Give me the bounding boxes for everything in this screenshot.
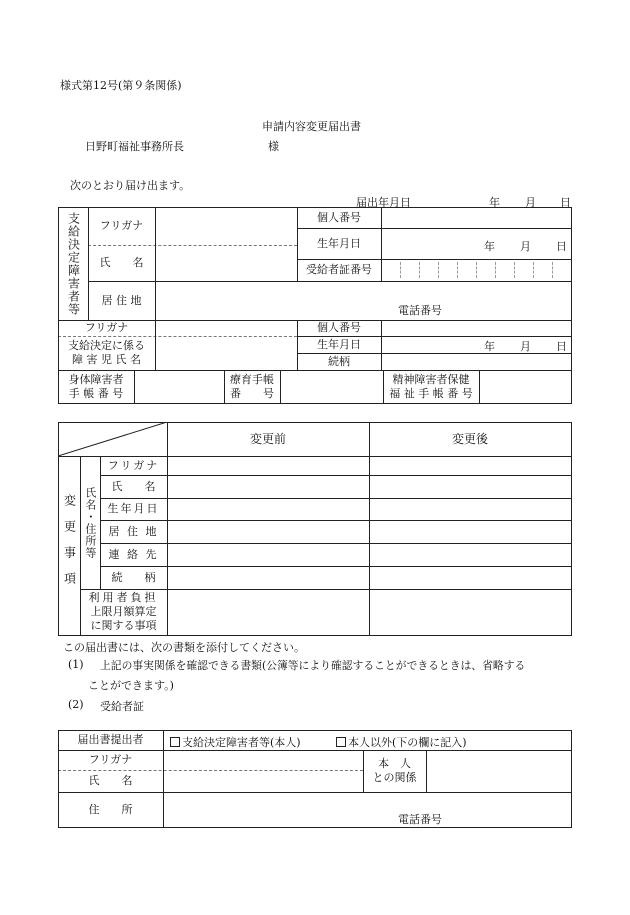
checkbox-icon[interactable] [170, 737, 180, 747]
change-row-label: 連 絡 先 [108, 547, 159, 561]
attachment-note: この届出書には、次の書類を添付してください。 [63, 641, 305, 654]
child-birthdate-label: 生年月日 [317, 337, 361, 351]
submitter-option-other[interactable] [336, 734, 467, 750]
intro-text: 次のとおり届け出ます。 [70, 179, 191, 192]
relationship-to-self-line2: との関係 [372, 771, 417, 784]
child-birth-month-unit: 月 [520, 340, 531, 353]
submitter-address-label: 住 所 [88, 802, 133, 816]
recipient-group-label: 支給決定障害者等 [66, 212, 81, 316]
mental-health-handbook-line1: 精神障害者保健 [392, 372, 470, 386]
submitter-option-other-label: 本人以外(下の欄に記入) [348, 736, 467, 749]
header-diagonal-line [58, 422, 168, 457]
addressee: 日野町福祉事務所長 [85, 140, 184, 153]
phone-label: 電話番号 [398, 304, 442, 317]
individual-number-label: 個人番号 [317, 210, 361, 224]
note-item-1-number: (1) [68, 658, 84, 671]
residence-label: 居 住 地 [101, 293, 142, 307]
birth-day-unit: 日 [556, 240, 567, 253]
submitter-name-label: 氏 名 [88, 774, 133, 788]
copayment-label [80, 589, 167, 635]
change-row-label: 生年月日 [107, 502, 160, 516]
submitter-phone-label: 電話番号 [398, 813, 442, 826]
submitter-option-self-label: 支給決定障害者等(本人) [182, 736, 301, 749]
child-name-label-line2: 障 害 児 氏 名 [72, 353, 141, 366]
copayment-label-line1: 利用者負担 [88, 590, 159, 604]
physical-disability-handbook-line2: 手 帳 番 号 [68, 386, 124, 400]
recipient-number-input[interactable] [382, 260, 570, 280]
note-item-1-text-cont: ことができます。) [88, 679, 174, 692]
after-change-input[interactable] [370, 457, 570, 634]
name-label: 氏 名 [99, 256, 144, 270]
furigana-input[interactable] [156, 208, 296, 244]
birthdate-label: 生年月日 [317, 236, 361, 250]
physical-disability-handbook-label [58, 370, 134, 403]
child-furigana-label: フリガナ [84, 321, 129, 335]
child-individual-number-label: 個人番号 [317, 321, 361, 335]
child-name-label-line1: 支給決定に係る [68, 339, 145, 353]
note-item-1-text: 上記の事実関係を確認できる書類(公簿等により確認することができるときは、省略する [100, 659, 526, 672]
name-address-group-label: 氏名・住所等 [83, 486, 97, 559]
recipient-number-label: 受給者証番号 [306, 263, 372, 277]
rehabilitation-handbook-label [224, 370, 280, 403]
before-change-input[interactable] [168, 457, 368, 634]
copayment-label-line2: 上限月額算定 [90, 604, 157, 618]
note-item-2-text: 受給者証 [100, 700, 144, 713]
submission-date-day: 日 [560, 196, 571, 209]
submission-date-year: 年 [489, 196, 500, 209]
physical-disability-handbook-line1: 身体障害者 [68, 372, 124, 386]
change-row-label: フリガナ [107, 458, 160, 472]
note-item-2-number: (2) [68, 698, 84, 711]
submission-date-label: 届出年月日 [356, 196, 411, 209]
submitter-furigana-label: フリガナ [88, 753, 133, 767]
submitter-address-input[interactable] [164, 793, 570, 826]
birth-year-unit: 年 [484, 240, 495, 253]
change-row-label: 続 柄 [111, 570, 156, 584]
child-birth-day-unit: 日 [556, 340, 567, 353]
submitter-label: 届出書提出者 [77, 733, 144, 747]
relationship-input[interactable] [427, 751, 570, 791]
change-items-group-label: 変更事項 [62, 493, 77, 598]
submitter-furigana-input[interactable] [164, 751, 362, 769]
furigana-label: フリガナ [99, 219, 144, 233]
rehabilitation-handbook-line1: 療育手帳 [230, 372, 274, 386]
submitter-name-input[interactable] [164, 771, 362, 791]
document-title: 申請内容変更届出書 [262, 120, 361, 133]
mental-health-handbook-label [383, 370, 479, 403]
mental-health-handbook-line2: 福 祉 手 帳 番 号 [389, 386, 473, 400]
submission-date-month: 月 [525, 196, 536, 209]
child-birth-year-unit: 年 [484, 340, 495, 353]
relationship-to-self-label [363, 750, 426, 792]
residence-input[interactable] [156, 282, 570, 319]
change-row-label: 氏 名 [111, 479, 156, 493]
form-number: 様式第12号(第９条関係) [60, 79, 182, 92]
rehabilitation-handbook-line2: 番 号 [230, 386, 274, 400]
after-change-header: 変更後 [451, 431, 488, 446]
name-input[interactable] [156, 246, 296, 280]
relationship-to-self-line1: 本 人 [378, 757, 411, 771]
birth-month-unit: 月 [520, 240, 531, 253]
before-change-header: 変更前 [249, 431, 286, 446]
individual-number-input[interactable] [382, 208, 570, 227]
relationship-label: 続柄 [328, 354, 350, 368]
submitter-option-self[interactable] [170, 734, 301, 750]
change-row-label: 居 住 地 [108, 524, 159, 538]
copayment-label-line3: に関する事項 [90, 619, 157, 633]
addressee-honorific: 様 [268, 140, 279, 153]
checkbox-icon[interactable] [336, 737, 346, 747]
child-name-label [58, 336, 155, 370]
